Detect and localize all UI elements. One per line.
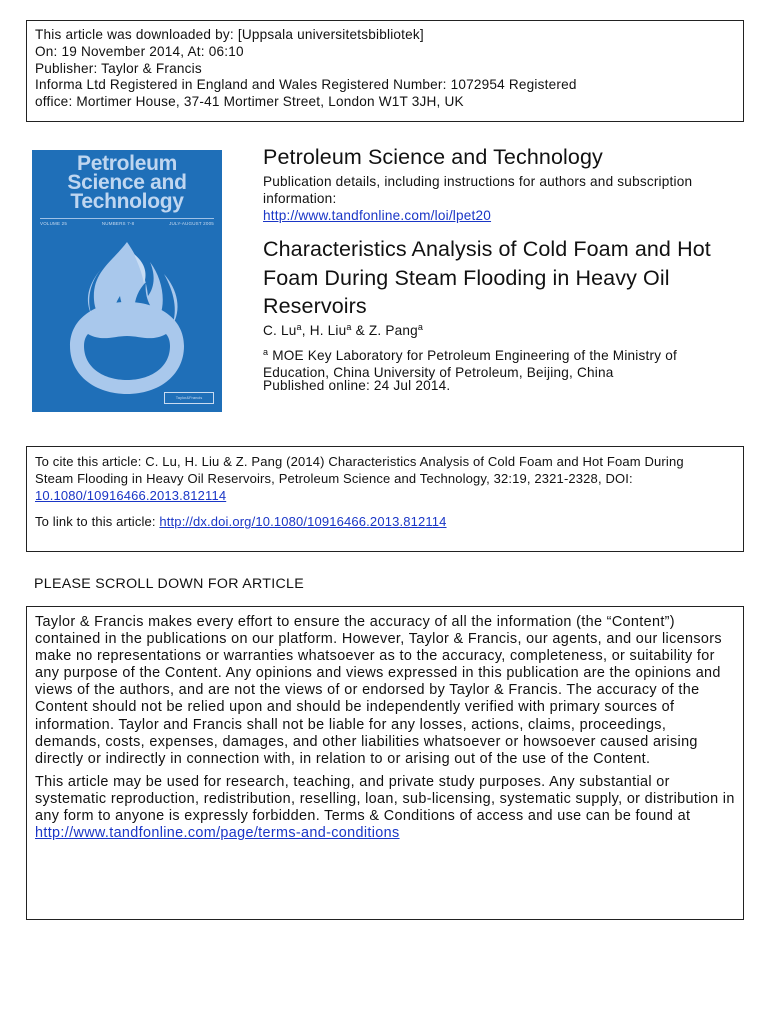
address-line: office: Mortimer House, 37-41 Mortimer Street, London W1T 3JH, UK bbox=[35, 94, 464, 110]
author-list: C. Lu$^a$, H. Liu$^a$ & Z. Pang$^a$ bbox=[263, 322, 424, 338]
terms-conditions-link[interactable]: http://www.tandfonline.com/page/terms-and-conditions bbox=[35, 825, 400, 842]
citation-box bbox=[26, 446, 744, 552]
publication-details: Publication details, including instructions for authors and subscription information: bbox=[263, 174, 693, 206]
scroll-down-note: PLEASE SCROLL DOWN FOR ARTICLE bbox=[34, 576, 304, 592]
journal-title: Petroleum Science and Technology bbox=[263, 145, 603, 169]
article-title: Characteristics Analysis of Cold Foam and Hot Foam During Steam Flooding in Heavy Oil Reservoirs bbox=[263, 237, 711, 318]
publisher-line: Publisher: Taylor & Francis bbox=[35, 60, 202, 76]
citation-text: To cite this article: C. Lu, H. Liu & Z. Pang (2014) Characteristics Analysis of Cold Foam and Hot Foam During Steam Flooding in Heavy Oil Reservoirs, Petroleum Science and Technology, 32:19, 2321-2328, DOI: 10.1080/10916466.2013.812114 bbox=[35, 454, 684, 503]
download-info-box bbox=[26, 20, 744, 122]
journal-cover-image bbox=[32, 150, 222, 412]
doi-link[interactable]: 10.1080/10916466.2013.812114 bbox=[35, 487, 227, 503]
download-line: This article was downloaded by: [Uppsala universitetsbibliotek] bbox=[35, 27, 424, 42]
usage-paragraph: This article may be used for research, teaching, and private study purposes. Any substantial or systematic reproduction, redistribution, reselling, loan, sub-licensing, systematic supply, or distribution in any form to anyone is expressly forbidden. Terms & Conditions of access and use can be found at http://www.tandfonline.com/page/terms-and-conditions bbox=[35, 773, 735, 842]
article-link-line: To link to this article: http://dx.doi.org/10.1080/10916466.2013.812114 bbox=[35, 514, 447, 530]
journal-url-link[interactable]: http://www.tandfonline.com/loi/lpet20 bbox=[263, 208, 492, 223]
disclaimer-paragraph: Taylor & Francis makes every effort to ensure the accuracy of all the information (the “Content”) contained in the publications on our platform. However, Taylor & Francis, our agents, and our licensors make no representations or warranties whatsoever as to the accuracy, completeness, or suitability for any purpose of the Content. Any opinions and views expressed in this publication are the opinions and views of the authors, and are not the views of or endorsed by Taylor & Francis. The accuracy of the Content should not be relied upon and should be independently verified with primary sources of information. Taylor and Francis shall not be liable for any losses, actions, claims, proceedings, demands, costs, expenses, damages, and other liabilities whatsoever or howsoever caused arising directly or indirectly in connection with, in relation to or arising out of the use of the Content. bbox=[35, 614, 722, 767]
cover-issue-line: VOLUME 25 NUMBERS 7-8 JULY-AUGUST 2005 bbox=[40, 221, 214, 226]
cover-title: Petroleum Science and Technology bbox=[67, 152, 187, 213]
author-affiliation: $^a$ MOE Key Laboratory for Petroleum Engineering of the Ministry of Education, China University of Petroleum, Beijing, China bbox=[263, 347, 677, 380]
published-date: Published online: 24 Jul 2014. bbox=[263, 378, 451, 393]
download-date: On: 19 November 2014, At: 06:10 bbox=[35, 43, 244, 59]
disclaimer-box bbox=[26, 606, 744, 920]
registration-line: Informa Ltd Registered in England and Wales Registered Number: 1072954 Registered bbox=[35, 77, 577, 93]
article-doi-url-link[interactable]: http://dx.doi.org/10.1080/10916466.2013.812114 bbox=[159, 514, 447, 530]
publisher-logo: Taylor&Francis bbox=[164, 392, 214, 404]
